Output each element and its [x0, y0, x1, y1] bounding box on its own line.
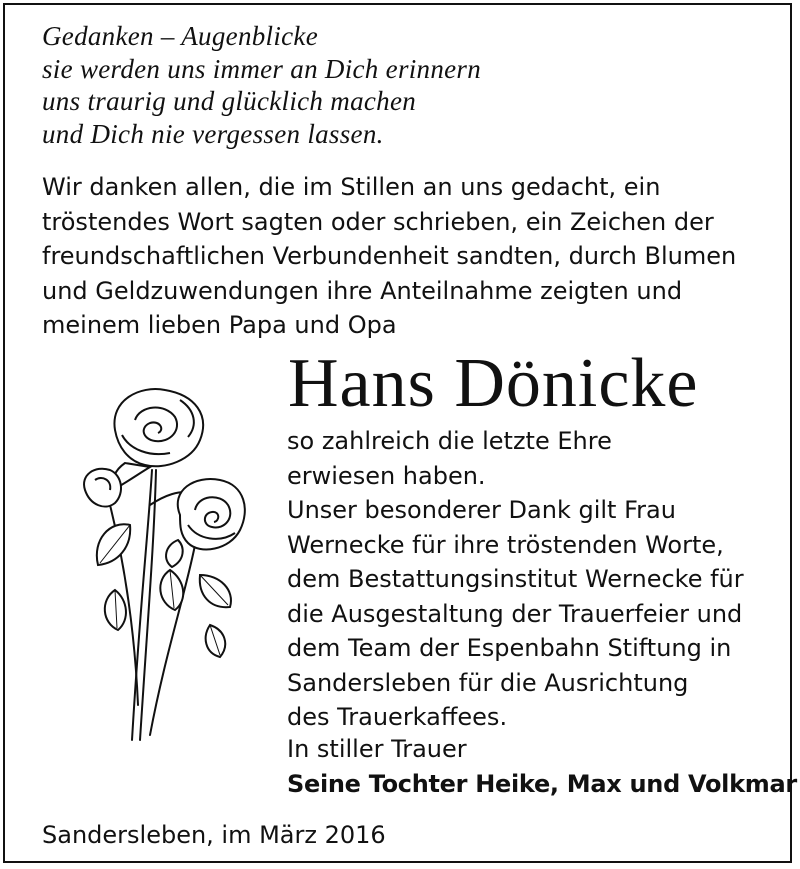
body-line: Sandersleben für die Ausrichtung [287, 668, 689, 697]
body-line: die Ausgestaltung der Trauerfeier und [287, 599, 743, 628]
poem-line: sie werden uns immer an Dich erinnern [42, 53, 482, 84]
deceased-name: Hans Dönicke [288, 345, 699, 422]
body-line: dem Bestattungsinstitut Wernecke für [287, 565, 744, 593]
poem [42, 20, 481, 150]
rose-illustration [70, 375, 260, 750]
body-line: dem Team der Espenbahn Stiftung in [287, 634, 732, 662]
signature-block [287, 732, 797, 801]
thanks-line: freundschaftlichen Verbundenheit sandten, durch Blumen [42, 242, 737, 270]
rose-right [178, 479, 245, 549]
body-line: des Trauerkaffees. [287, 703, 508, 731]
signature-names: Seine Tochter Heike, Max und Volkmar [287, 769, 797, 798]
thanks-line: meinem lieben Papa und Opa [42, 311, 397, 339]
signature-intro: In stiller Trauer [287, 735, 467, 763]
poem-line: und Dich nie vergessen lassen. [42, 118, 384, 149]
body-line: Unser besonderer Dank gilt Frau [287, 496, 676, 524]
rose-top [114, 389, 203, 487]
thanks-line: tröstendes Wort sagten oder schrieben, ein Zeichen der [42, 207, 714, 236]
thanks-line: Wir danken allen, die im Stillen an uns gedacht, ein [42, 173, 661, 201]
body-line: erwiesen haben. [287, 461, 486, 490]
poem-line: Gedanken – Augenblicke [42, 21, 318, 51]
thanks-line: und Geldzuwendungen ihre Anteilnahme zeigten und [42, 276, 683, 305]
body-line: so zahlreich die letzte Ehre [287, 427, 612, 455]
body-line: Wernecke für ihre tröstenden Worte, [287, 530, 724, 559]
thanks-body [287, 424, 744, 735]
rose-bud [84, 469, 121, 507]
thanks-paragraph [42, 170, 762, 343]
poem-line: uns traurig und glücklich machen [42, 86, 417, 116]
place-date: Sandersleben, im März 2016 [42, 821, 386, 849]
